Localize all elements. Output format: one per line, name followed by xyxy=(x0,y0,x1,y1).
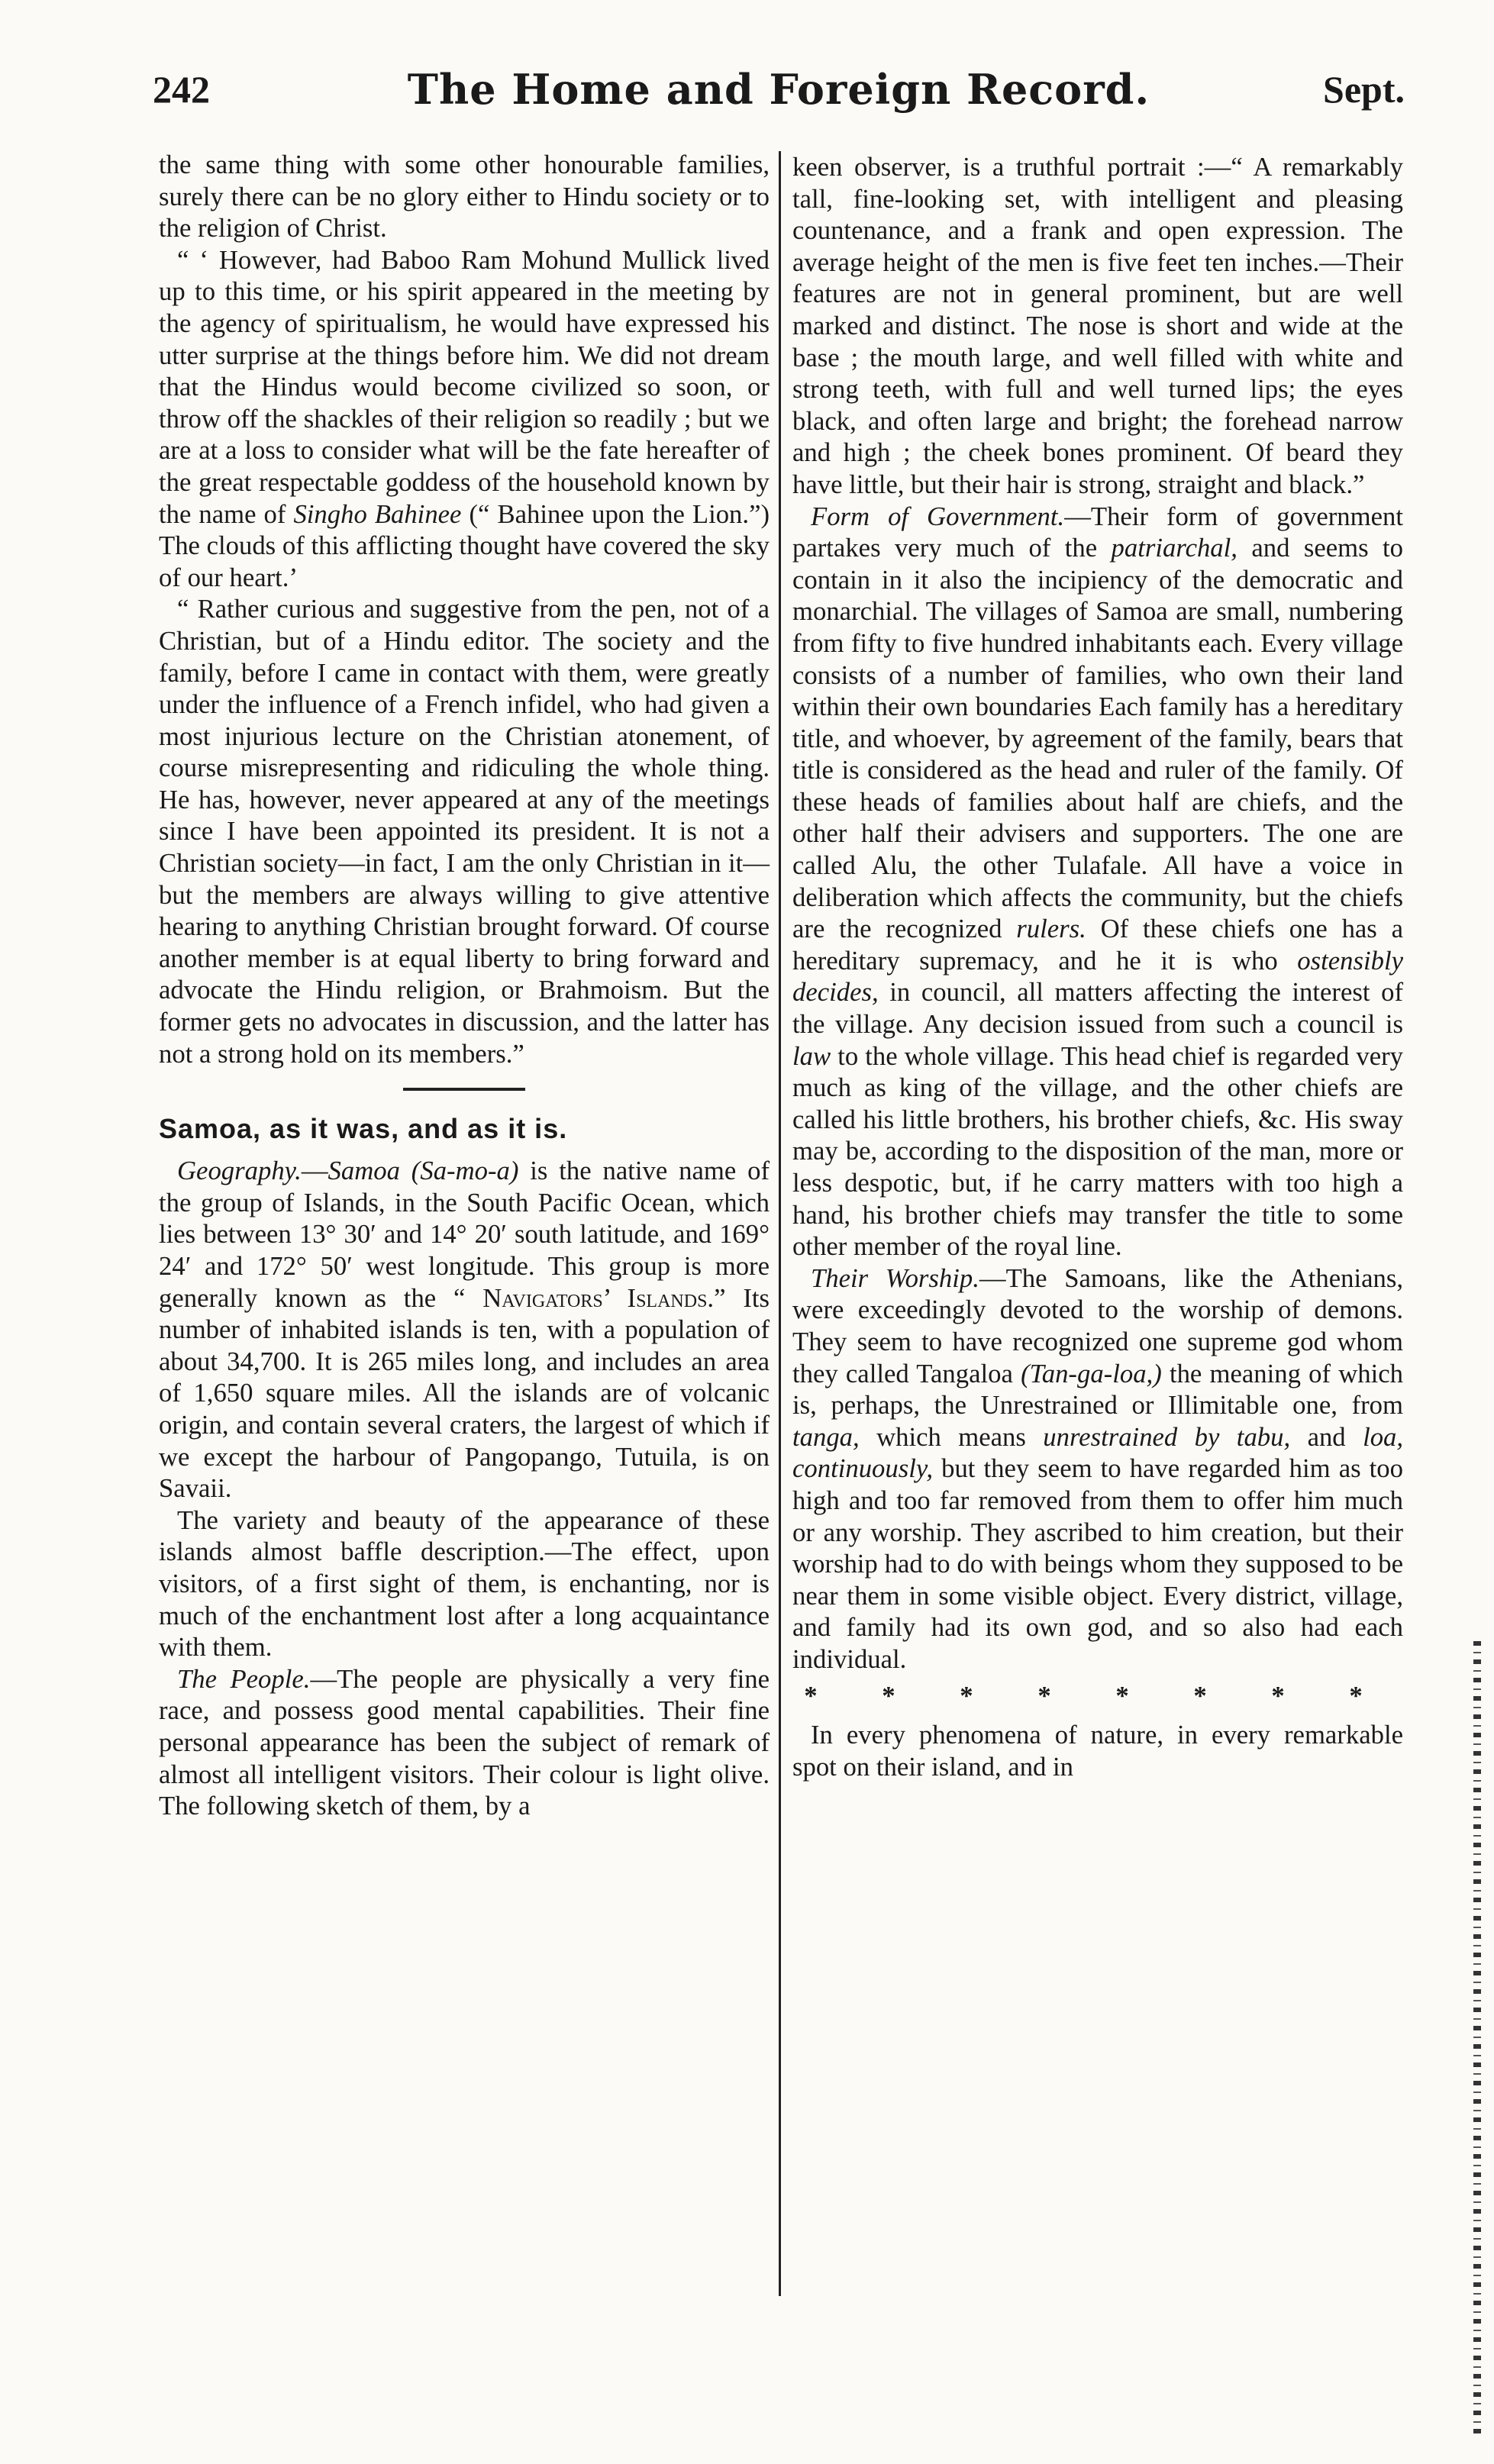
issue-month: Sept. xyxy=(1323,68,1405,111)
paragraph-variety: The variety and beauty of the appearance of these islands almost baffle description.—The effect, upon visitors, of a first sight of them, is enchanting, nor is much of the enchantment lost after a long acquaintance with them. xyxy=(159,1505,770,1663)
column-divider xyxy=(779,151,781,2296)
paragraph-people: The People.—The people are physically a very fine race, and possess good mental capabilities. Their fine personal appearance has been the subject of remark of almost all intelligent visitors. Their colour is light olive. The following sketch of them, by a xyxy=(159,1663,770,1821)
paragraph-government: Form of Government.—Their form of government partakes very much of the patriarchal, and seems to contain in it also the incipiency of the democratic and monarchial. The villages of Samoa are small, numbering from fifty to five hundred inhabitants each. Every village consists of a number of families, who own their land within their own boundaries Each family has a hereditary title, and whoever, by agreement of the family, bears that title is considered as the head and ruler of the family. Of these heads of families about half are chiefs, and the other half their advisers and supporters. The one are called Alu, the other Tulafale. All have a voice in deliberation which affects the community, but the chiefs are the recognized rulers. Of these chiefs one has a hereditary supremacy, and he it is who ostensibly decides, in council, all matters affecting the interest of the village. Any decision issued from such a council is law to the whole village. This head chief is regarded very much as king of the village, and the other chiefs are called his little brothers, his brother chiefs, &c. His sway may be, according to the disposition of the man, more or less despotic, but, if he carry matters with too high a hand, his brother chiefs may transfer the title to some other member of the royal line. xyxy=(792,501,1404,1262)
left-column xyxy=(159,149,770,1822)
goddess-name: Singho Bahinee xyxy=(293,498,462,529)
paragraph-phenomena: In every phenomena of nature, in every remarkable spot on their island, and in xyxy=(792,1720,1403,1782)
section-stars: * * * * * * * * xyxy=(804,1680,1392,1711)
section-heading: Samoa, as it was, and as it is. xyxy=(159,1113,568,1145)
section-divider xyxy=(403,1088,525,1091)
paragraph-quote: “ ‘ However, had Baboo Ram Mohund Mullick lived up to this time, or his spirit appeared in the meeting by the agency of spiritualism, he would have expressed his utter surprise at the things before him. We did not dream that the Hindus would become civilized so soon, or throw off the shackles of their religion so readily ; but we are at a loss to consider what will be the fate hereafter of the great respectable goddess of the household known by the name of Singho Bahinee (“ Bahinee upon the Lion.”) The clouds of this afflicting thought have covered the sky of our heart.’ xyxy=(159,244,770,592)
paragraph-continued: the same thing with some other honourable families, surely there can be no glory either to Hindu society or to the religion of Christ. xyxy=(159,150,770,243)
page-number: 242 xyxy=(153,68,210,111)
page-edge-binding xyxy=(1473,1641,1481,2435)
right-column xyxy=(792,151,1403,1782)
paragraph-geography: Geography.—Samoa (Sa-mo-a) is the native name of the group of Islands, in the South Pacific Ocean, which lies between 13° 30′ and 14° 20′ south latitude, and 169° 24′ and 172° 50′ west longitude. This group is more generally known as the “ Navigators’ Islands.” Its number of inhabited islands is ten, with a population of about 34,700. It is 265 miles long, and includes an area of 1,650 square miles. All the islands are of volcanic origin, and contain several craters, the largest of which if we except the harbour of Pangopango, Tutuila, is on Savaii. xyxy=(159,1156,770,1504)
page-header xyxy=(153,63,1405,116)
paragraph-commentary: “ Rather curious and suggestive from the pen, not of a Christian, but of a Hindu editor. The society and the family, before I came in contact with them, were greatly under the influence of a French infidel, who had given a most injurious lecture on the Christian atonement, of course misrepresenting and ridiculing the whole thing. He has, however, never appeared at any of the meetings since I have been appointed its president. It is not a Christian society—in fact, I am the only Christian in it—but the members are always willing to give attentive hearing to anything Christian brought forward. Of course another member is at equal liberty to bring forward and advocate the Hindu religion, or Brahmoism. But the former gets no advocates in discussion, and the latter has not a strong hold on its members.” xyxy=(159,594,770,1069)
paragraph-worship: Their Worship.—The Samoans, like the Athenians, were exceedingly devoted to the worship of demons. They seem to have recognized one supreme god whom they called Tangaloa (Tan-ga-loa,) the meaning of which is, perhaps, the Unrestrained or Illimitable one, from tanga, which means unrestrained by tabu, and loa, continuously, but they seem to have regarded him as too high and too far removed from them to offer him much or any worship. They ascribed to him creation, but their worship had to do with beings whom they supposed to be near them in some visible object. Every district, village, and family had its own god, and so also had each individual. xyxy=(792,1263,1404,1674)
journal-title: The Home and Foreign Record. xyxy=(407,65,1150,114)
paragraph-portrait: keen observer, is a truthful portrait :—“ A remarkably tall, fine-looking set, with intelligent and pleasing countenance, and a frank and open expression. The average height of the men is five feet ten inches.—Their features are not in general prominent, but are well marked and distinct. The nose is short and wide at the base ; the mouth large, and well filled with white and strong teeth, with full and well turned lips; the eyes black, and often large and bright; the forehead narrow and high ; the cheek bones prominent. Of beard they have little, but their hair is strong, straight and black.” xyxy=(792,152,1403,499)
